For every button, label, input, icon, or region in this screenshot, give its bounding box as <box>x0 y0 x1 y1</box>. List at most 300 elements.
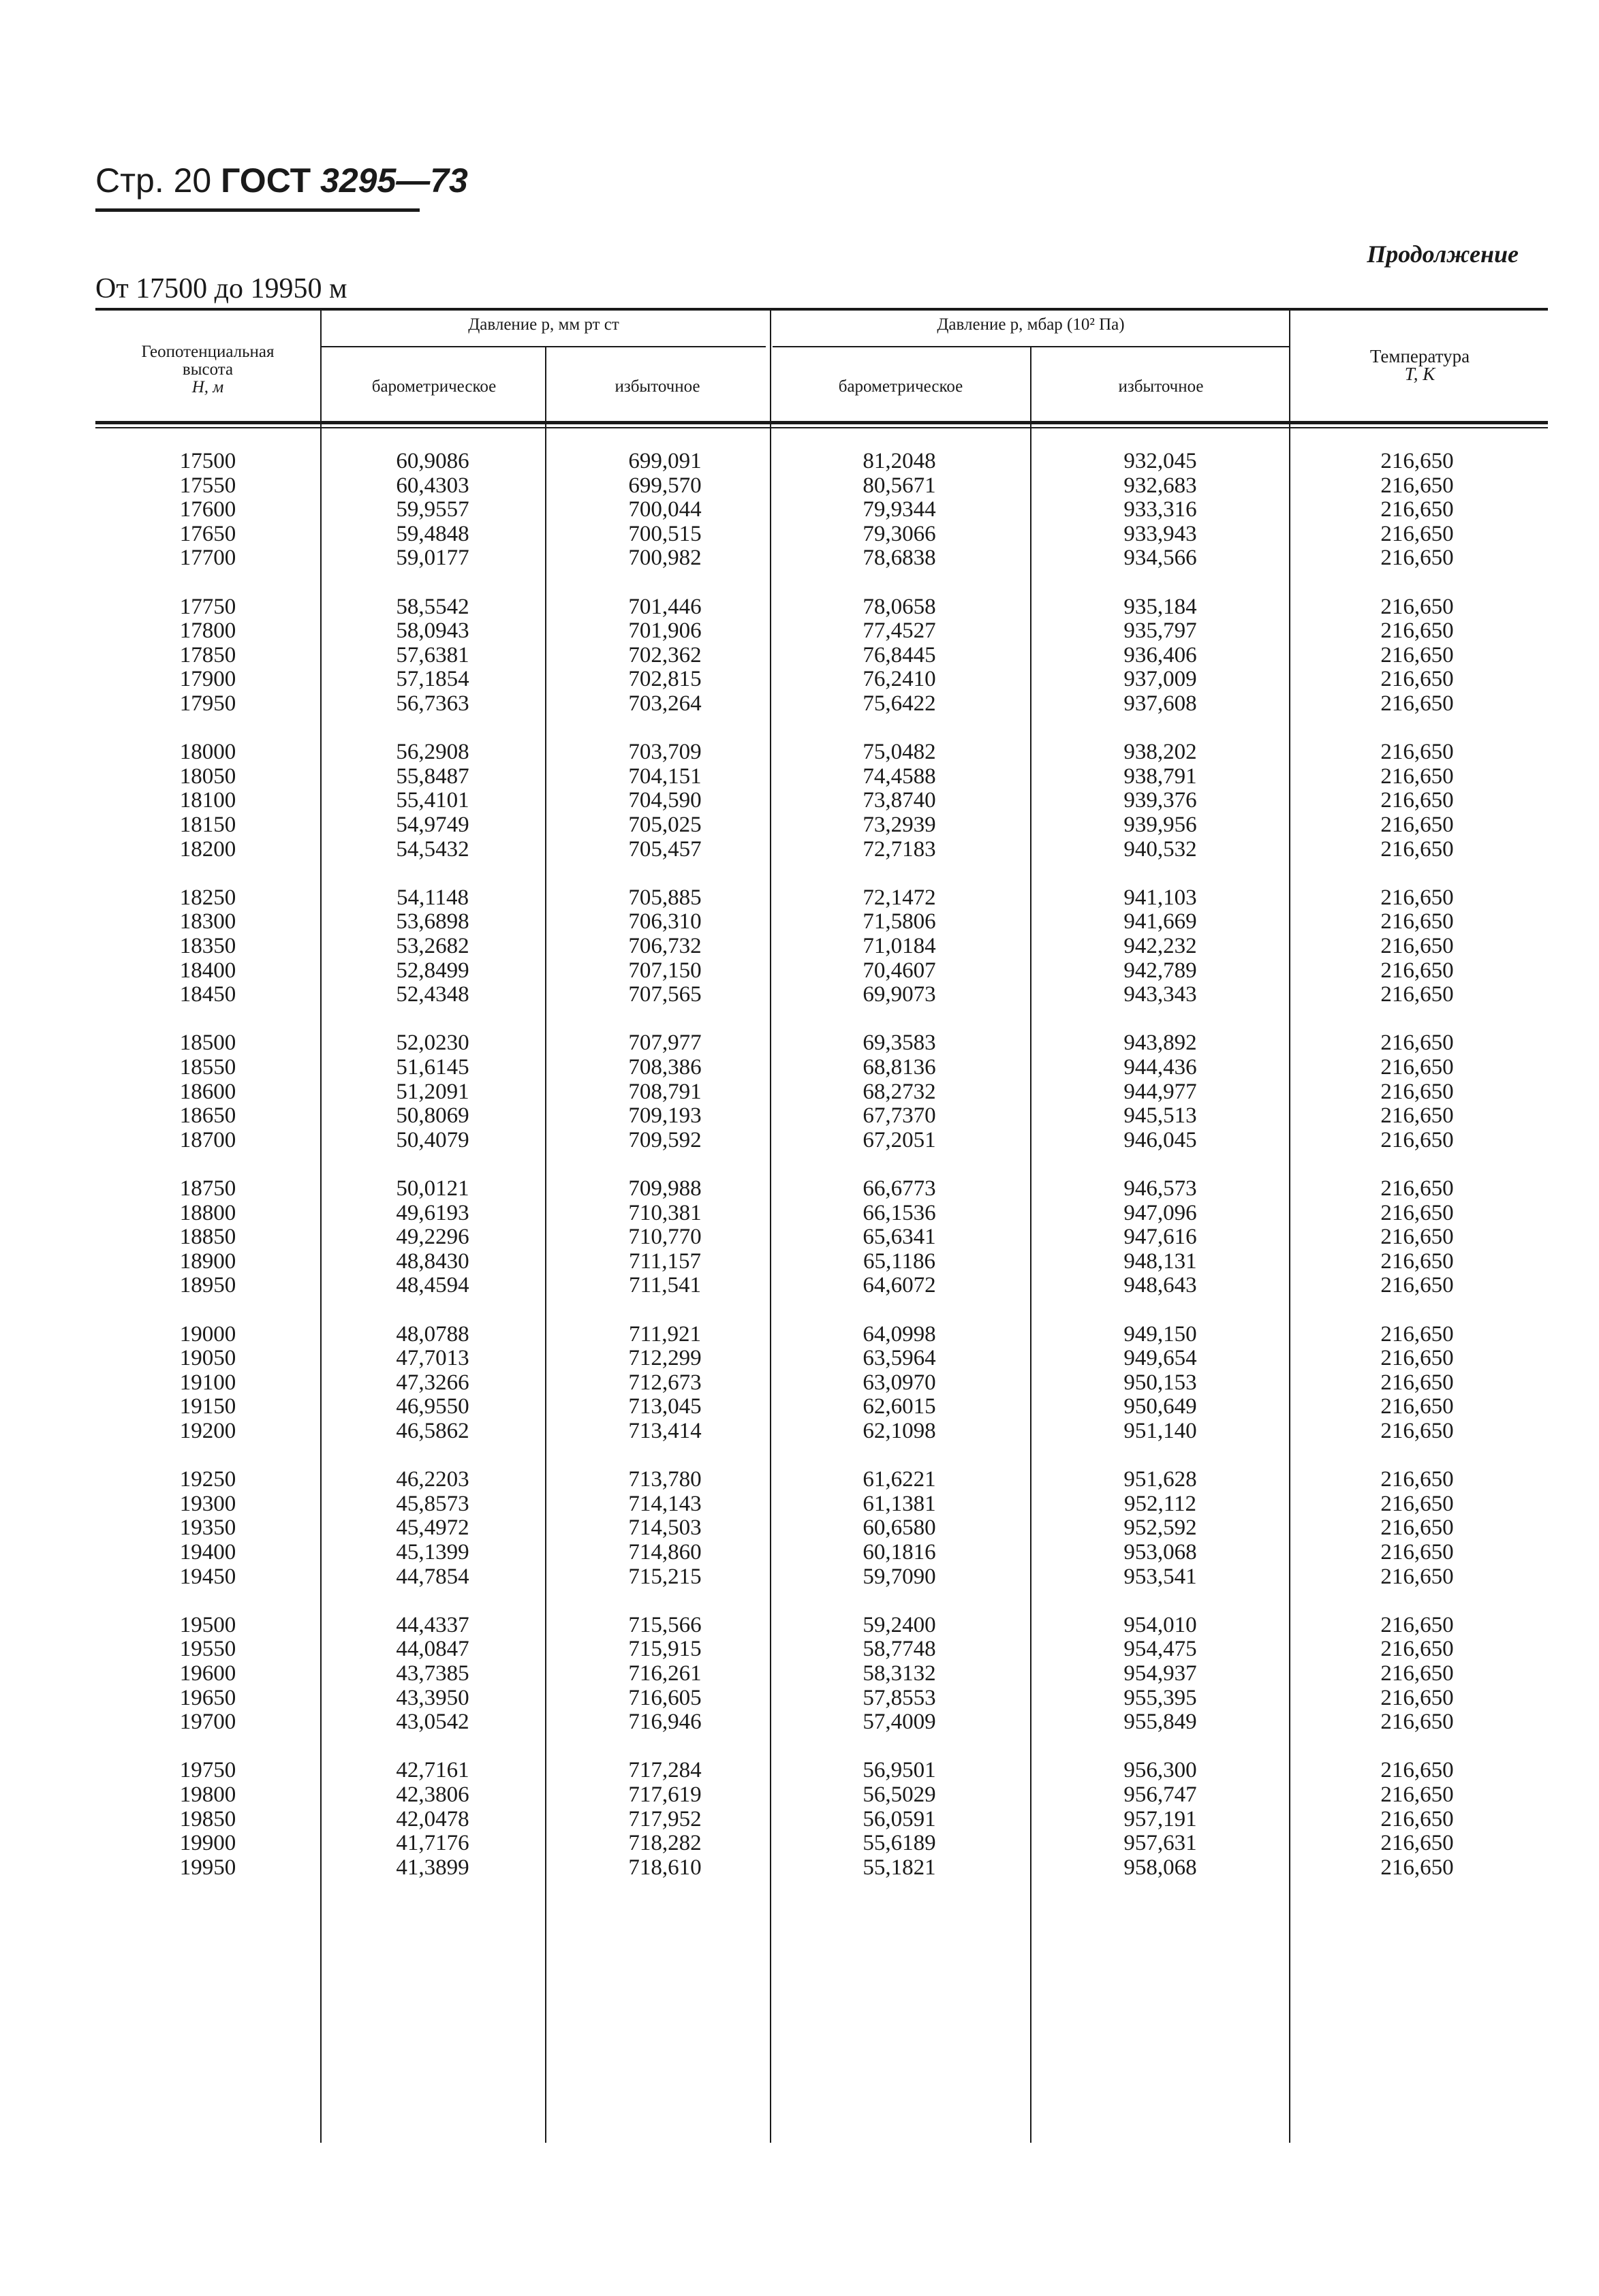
table-cell: 18850 <box>179 1225 236 1250</box>
table-cell: 58,5542 <box>396 594 469 619</box>
table-cell: 66,6773 <box>863 1176 936 1201</box>
row-group <box>563 595 767 717</box>
table-cell: 938,791 <box>1123 764 1197 789</box>
row-group <box>797 595 1002 717</box>
table-cell: 954,475 <box>1123 1637 1197 1662</box>
table-cell: 17800 <box>179 618 236 644</box>
row-group <box>797 886 1002 1007</box>
table-cell: 61,1381 <box>863 1491 936 1516</box>
table-cell: 19300 <box>179 1491 236 1516</box>
table-cell: 216,650 <box>1380 1248 1454 1274</box>
excess-mbar-header: избыточное <box>1118 377 1204 396</box>
table-cell: 49,6193 <box>396 1200 469 1225</box>
row-group <box>1315 1177 1519 1298</box>
table-cell: 57,1854 <box>396 667 469 692</box>
table-cell: 936,406 <box>1123 642 1197 667</box>
table-cell: 713,780 <box>628 1467 702 1492</box>
table-cell: 75,0482 <box>863 740 936 765</box>
table-cell: 216,650 <box>1380 1370 1454 1395</box>
table-cell: 76,8445 <box>863 642 936 667</box>
row-group <box>330 1759 535 1880</box>
standard-label: ГОСТ <box>221 161 311 200</box>
table-cell: 19550 <box>179 1637 236 1662</box>
table-cell: 953,068 <box>1123 1539 1197 1564</box>
column-excess-mm <box>563 450 767 1904</box>
row-group <box>797 740 1002 862</box>
row-group <box>797 1323 1002 1444</box>
table-cell: 216,650 <box>1380 909 1454 934</box>
table-cell: 950,153 <box>1123 1370 1197 1395</box>
table-cell: 706,310 <box>628 909 702 934</box>
row-group <box>106 1323 310 1444</box>
row-group <box>1315 1468 1519 1589</box>
row-group <box>106 740 310 862</box>
table-cell: 69,3583 <box>863 1031 936 1056</box>
standard-number: 3295—73 <box>320 161 468 200</box>
row-group <box>106 1031 310 1152</box>
header-bottom-rule <box>95 421 1548 424</box>
row-group <box>1058 1177 1262 1298</box>
table-cell: 79,9344 <box>863 497 936 522</box>
table-cell: 55,4101 <box>396 788 469 813</box>
column-excess-mbar <box>1058 450 1262 1904</box>
table-cell: 43,0542 <box>396 1710 469 1735</box>
table-cell: 216,650 <box>1380 1394 1454 1419</box>
table-cell: 42,7161 <box>396 1758 469 1783</box>
table-cell: 50,0121 <box>396 1176 469 1201</box>
row-group <box>106 1614 310 1735</box>
table-cell: 699,091 <box>628 449 702 473</box>
row-group <box>563 886 767 1007</box>
table-cell: 18400 <box>179 958 236 983</box>
row-group <box>563 1468 767 1589</box>
table-cell: 67,2051 <box>863 1127 936 1152</box>
table-cell: 706,732 <box>628 933 702 958</box>
table-cell: 216,650 <box>1380 1855 1454 1880</box>
table-cell: 216,650 <box>1380 1200 1454 1225</box>
table-cell: 939,956 <box>1123 812 1197 837</box>
table-cell: 941,669 <box>1123 909 1197 934</box>
table-cell: 216,650 <box>1380 1612 1454 1637</box>
table-cell: 17600 <box>179 497 236 522</box>
table-cell: 47,7013 <box>396 1346 469 1371</box>
table-cell: 77,4527 <box>863 618 936 644</box>
table-cell: 952,112 <box>1123 1491 1197 1516</box>
table-cell: 216,650 <box>1380 1806 1454 1831</box>
table-cell: 44,7854 <box>396 1564 469 1589</box>
table-cell: 44,0847 <box>396 1637 469 1662</box>
table-cell: 67,7370 <box>863 1103 936 1129</box>
table-cell: 709,592 <box>628 1127 702 1152</box>
table-cell: 955,395 <box>1123 1685 1197 1710</box>
table-cell: 715,566 <box>628 1612 702 1637</box>
table-cell: 937,608 <box>1123 691 1197 716</box>
row-group <box>1315 740 1519 862</box>
table-cell: 56,2908 <box>396 740 469 765</box>
table-cell: 48,8430 <box>396 1248 469 1274</box>
table-cell: 18500 <box>179 1031 236 1056</box>
table-cell: 52,8499 <box>396 958 469 983</box>
row-group <box>1058 1031 1262 1152</box>
table-cell: 60,1816 <box>863 1539 936 1564</box>
table-cell: 19250 <box>179 1467 236 1492</box>
table-cell: 704,151 <box>628 764 702 789</box>
row-group <box>330 595 535 717</box>
table-cell: 956,300 <box>1123 1758 1197 1783</box>
table-cell: 41,7176 <box>396 1831 469 1856</box>
table-cell: 59,2400 <box>863 1612 936 1637</box>
column-baro-mbar <box>797 450 1002 1904</box>
row-group <box>797 1177 1002 1298</box>
row-group <box>106 1177 310 1298</box>
table-cell: 19000 <box>179 1321 236 1347</box>
table-cell: 19150 <box>179 1394 236 1419</box>
table-cell: 45,1399 <box>396 1539 469 1564</box>
table-cell: 61,6221 <box>863 1467 936 1492</box>
table-cell: 17650 <box>179 521 236 546</box>
table-cell: 216,650 <box>1380 546 1454 571</box>
row-group <box>797 450 1002 571</box>
table-cell: 42,0478 <box>396 1806 469 1831</box>
table-cell: 216,650 <box>1380 1564 1454 1589</box>
table-cell: 44,4337 <box>396 1612 469 1637</box>
table-cell: 19900 <box>179 1831 236 1856</box>
header-bottom-rule-2 <box>95 427 1548 428</box>
table-cell: 216,650 <box>1380 1515 1454 1541</box>
table-cell: 933,316 <box>1123 497 1197 522</box>
table-cell: 43,7385 <box>396 1661 469 1686</box>
table-cell: 72,7183 <box>863 836 936 862</box>
table-cell: 18100 <box>179 788 236 813</box>
height-header <box>95 343 320 396</box>
table-cell: 933,943 <box>1123 521 1197 546</box>
table-cell: 17750 <box>179 594 236 619</box>
table-cell: 958,068 <box>1123 1855 1197 1880</box>
table-cell: 46,2203 <box>396 1467 469 1492</box>
row-group <box>563 1177 767 1298</box>
table-cell: 62,6015 <box>863 1394 936 1419</box>
table-cell: 957,191 <box>1123 1806 1197 1831</box>
table-cell: 712,299 <box>628 1346 702 1371</box>
height-header-line1: Геопотенциальная <box>141 343 275 361</box>
table-cell: 81,2048 <box>863 449 936 473</box>
table-cell: 73,2939 <box>863 812 936 837</box>
table-cell: 60,6580 <box>863 1515 936 1541</box>
table-cell: 17550 <box>179 473 236 498</box>
table-cell: 715,915 <box>628 1637 702 1662</box>
baro-mbar-header: барометрическое <box>838 377 963 396</box>
table-cell: 46,5862 <box>396 1418 469 1443</box>
row-group <box>1058 595 1262 717</box>
row-group <box>330 1323 535 1444</box>
row-group <box>1058 450 1262 571</box>
row-group <box>106 1468 310 1589</box>
table-cell: 78,6838 <box>863 546 936 571</box>
table-cell: 64,6072 <box>863 1273 936 1298</box>
table-cell: 216,650 <box>1380 1710 1454 1735</box>
table-cell: 56,9501 <box>863 1758 936 1783</box>
table-cell: 714,860 <box>628 1539 702 1564</box>
table-cell: 710,381 <box>628 1200 702 1225</box>
table-cell: 216,650 <box>1380 1758 1454 1783</box>
table-cell: 714,503 <box>628 1515 702 1541</box>
table-cell: 943,343 <box>1123 982 1197 1007</box>
range-label: От 17500 до 19950 м <box>95 273 347 304</box>
table-cell: 63,5964 <box>863 1346 936 1371</box>
height-header-unit: H, м <box>191 378 224 396</box>
table-cell: 709,988 <box>628 1176 702 1201</box>
row-group <box>1058 1323 1262 1444</box>
table-cell: 700,515 <box>628 521 702 546</box>
table-cell: 216,650 <box>1380 885 1454 910</box>
table-cell: 948,131 <box>1123 1248 1197 1274</box>
row-group <box>797 1759 1002 1880</box>
table-cell: 54,9749 <box>396 812 469 837</box>
row-group <box>106 450 310 571</box>
table-cell: 216,650 <box>1380 1661 1454 1686</box>
table-cell: 18300 <box>179 909 236 934</box>
table-cell: 18800 <box>179 1200 236 1225</box>
row-group <box>330 1177 535 1298</box>
table-cell: 216,650 <box>1380 618 1454 644</box>
table-cell: 952,592 <box>1123 1515 1197 1541</box>
row-group <box>330 1614 535 1735</box>
table-cell: 216,650 <box>1380 1782 1454 1807</box>
row-group <box>797 1468 1002 1589</box>
continuation-label: Продолжение <box>1367 240 1519 268</box>
row-group <box>106 1759 310 1880</box>
table-cell: 216,650 <box>1380 836 1454 862</box>
table-cell: 51,2091 <box>396 1079 469 1104</box>
table-cell: 75,6422 <box>863 691 936 716</box>
row-group <box>563 1323 767 1444</box>
table-cell: 944,436 <box>1123 1054 1197 1080</box>
column-temperature <box>1315 450 1519 1904</box>
table-cell: 703,264 <box>628 691 702 716</box>
table-cell: 68,2732 <box>863 1079 936 1104</box>
table-cell: 708,386 <box>628 1054 702 1080</box>
table-cell: 18150 <box>179 812 236 837</box>
table-cell: 53,6898 <box>396 909 469 934</box>
table-cell: 717,284 <box>628 1758 702 1783</box>
table-cell: 935,797 <box>1123 618 1197 644</box>
table-cell: 716,605 <box>628 1685 702 1710</box>
table-cell: 216,650 <box>1380 1273 1454 1298</box>
table-cell: 46,9550 <box>396 1394 469 1419</box>
table-cell: 51,6145 <box>396 1054 469 1080</box>
table-cell: 216,650 <box>1380 788 1454 813</box>
table-cell: 216,650 <box>1380 1831 1454 1856</box>
table-cell: 19350 <box>179 1515 236 1541</box>
table-cell: 216,650 <box>1380 449 1454 473</box>
table-cell: 711,541 <box>628 1273 702 1298</box>
table-cell: 57,4009 <box>863 1710 936 1735</box>
table-cell: 63,0970 <box>863 1370 936 1395</box>
table-cell: 711,157 <box>628 1248 702 1274</box>
row-group <box>1315 595 1519 717</box>
table-cell: 216,650 <box>1380 642 1454 667</box>
table-cell: 65,1186 <box>863 1248 936 1274</box>
table-cell: 42,3806 <box>396 1782 469 1807</box>
table-cell: 60,9086 <box>396 449 469 473</box>
table-cell: 705,457 <box>628 836 702 862</box>
table-cell: 705,885 <box>628 885 702 910</box>
table-cell: 717,619 <box>628 1782 702 1807</box>
table-cell: 58,3132 <box>863 1661 936 1686</box>
row-group <box>106 886 310 1007</box>
table-cell: 48,0788 <box>396 1321 469 1347</box>
table-cell: 45,8573 <box>396 1491 469 1516</box>
table-cell: 702,362 <box>628 642 702 667</box>
table-cell: 70,4607 <box>863 958 936 983</box>
table-cell: 216,650 <box>1380 1685 1454 1710</box>
table-cell: 216,650 <box>1380 1225 1454 1250</box>
table-cell: 18650 <box>179 1103 236 1129</box>
table-cell: 954,010 <box>1123 1612 1197 1637</box>
table-cell: 717,952 <box>628 1806 702 1831</box>
table-cell: 711,921 <box>628 1321 702 1347</box>
col-rule-1 <box>320 311 322 2143</box>
table-cell: 216,650 <box>1380 1127 1454 1152</box>
table-cell: 948,643 <box>1123 1273 1197 1298</box>
table-cell: 69,9073 <box>863 982 936 1007</box>
table-cell: 18550 <box>179 1054 236 1080</box>
table-cell: 58,0943 <box>396 618 469 644</box>
table-cell: 946,045 <box>1123 1127 1197 1152</box>
table-cell: 57,6381 <box>396 642 469 667</box>
table-cell: 951,628 <box>1123 1467 1197 1492</box>
table-cell: 18750 <box>179 1176 236 1201</box>
table-cell: 18050 <box>179 764 236 789</box>
table-cell: 945,513 <box>1123 1103 1197 1129</box>
table-cell: 18000 <box>179 740 236 765</box>
table-cell: 718,282 <box>628 1831 702 1856</box>
row-group <box>1058 1468 1262 1589</box>
row-group <box>563 1031 767 1152</box>
table-cell: 50,8069 <box>396 1103 469 1129</box>
table-cell: 716,261 <box>628 1661 702 1686</box>
table-cell: 708,791 <box>628 1079 702 1104</box>
table-cell: 19950 <box>179 1855 236 1880</box>
table-cell: 932,683 <box>1123 473 1197 498</box>
table-cell: 950,649 <box>1123 1394 1197 1419</box>
table-cell: 71,5806 <box>863 909 936 934</box>
table-cell: 216,650 <box>1380 667 1454 692</box>
row-group <box>563 1759 767 1880</box>
table-cell: 62,1098 <box>863 1418 936 1443</box>
table-cell: 50,4079 <box>396 1127 469 1152</box>
table-cell: 19800 <box>179 1782 236 1807</box>
table-cell: 53,2682 <box>396 933 469 958</box>
table-cell: 58,7748 <box>863 1637 936 1662</box>
row-group <box>1058 1614 1262 1735</box>
table-cell: 941,103 <box>1123 885 1197 910</box>
table-cell: 947,096 <box>1123 1200 1197 1225</box>
table-cell: 940,532 <box>1123 836 1197 862</box>
pressure-mm-header: Давление p, мм рт ст <box>468 315 619 334</box>
table-cell: 216,650 <box>1380 958 1454 983</box>
table-cell: 216,650 <box>1380 740 1454 765</box>
table-cell: 72,1472 <box>863 885 936 910</box>
table-cell: 949,654 <box>1123 1346 1197 1371</box>
table-cell: 216,650 <box>1380 933 1454 958</box>
row-group <box>1315 1031 1519 1152</box>
table-cell: 74,4588 <box>863 764 936 789</box>
table-cell: 19450 <box>179 1564 236 1589</box>
height-header-line2: высота <box>182 360 234 379</box>
table-top-rule <box>95 308 1548 311</box>
table-cell: 47,3266 <box>396 1370 469 1395</box>
table-cell: 718,610 <box>628 1855 702 1880</box>
table-cell: 709,193 <box>628 1103 702 1129</box>
table-cell: 52,4348 <box>396 982 469 1007</box>
table-cell: 712,673 <box>628 1370 702 1395</box>
table-cell: 216,650 <box>1380 812 1454 837</box>
table-cell: 702,815 <box>628 667 702 692</box>
table-cell: 78,0658 <box>863 594 936 619</box>
table-cell: 73,8740 <box>863 788 936 813</box>
table-cell: 949,150 <box>1123 1321 1197 1347</box>
temperature-header <box>1290 347 1549 383</box>
table-cell: 707,565 <box>628 982 702 1007</box>
table-cell: 715,215 <box>628 1564 702 1589</box>
table-cell: 19750 <box>179 1758 236 1783</box>
table-cell: 76,2410 <box>863 667 936 692</box>
table-cell: 17900 <box>179 667 236 692</box>
table-cell: 48,4594 <box>396 1273 469 1298</box>
table-cell: 713,045 <box>628 1394 702 1419</box>
table-cell: 942,232 <box>1123 933 1197 958</box>
table-cell: 216,650 <box>1380 1346 1454 1371</box>
row-group <box>1058 1759 1262 1880</box>
table-cell: 65,6341 <box>863 1225 936 1250</box>
table-cell: 216,650 <box>1380 1079 1454 1104</box>
table-cell: 19200 <box>179 1418 236 1443</box>
column-baro-mm <box>330 450 535 1904</box>
table-cell: 955,849 <box>1123 1710 1197 1735</box>
table-cell: 216,650 <box>1380 497 1454 522</box>
table-cell: 54,1148 <box>396 885 469 910</box>
table-cell: 59,7090 <box>863 1564 936 1589</box>
table-cell: 701,906 <box>628 618 702 644</box>
table-cell: 947,616 <box>1123 1225 1197 1250</box>
table-cell: 714,143 <box>628 1491 702 1516</box>
row-group <box>330 450 535 571</box>
col-rule-5 <box>1289 311 1290 2143</box>
temperature-header-line1: Температура <box>1369 346 1470 366</box>
table-cell: 45,4972 <box>396 1515 469 1541</box>
table-cell: 56,5029 <box>863 1782 936 1807</box>
col-rule-4 <box>1030 347 1031 2143</box>
row-group <box>1315 1759 1519 1880</box>
table-cell: 216,650 <box>1380 473 1454 498</box>
row-group <box>330 1031 535 1152</box>
table-cell: 700,044 <box>628 497 702 522</box>
table-cell: 938,202 <box>1123 740 1197 765</box>
table-cell: 68,8136 <box>863 1054 936 1080</box>
table-cell: 707,977 <box>628 1031 702 1056</box>
table-cell: 19400 <box>179 1539 236 1564</box>
table-cell: 943,892 <box>1123 1031 1197 1056</box>
col-rule-2 <box>545 347 546 2143</box>
table-cell: 957,631 <box>1123 1831 1197 1856</box>
table-cell: 934,566 <box>1123 546 1197 571</box>
table-cell: 216,650 <box>1380 1031 1454 1056</box>
table-cell: 216,650 <box>1380 1103 1454 1129</box>
table-cell: 41,3899 <box>396 1855 469 1880</box>
table-cell: 216,650 <box>1380 691 1454 716</box>
table-cell: 216,650 <box>1380 1176 1454 1201</box>
